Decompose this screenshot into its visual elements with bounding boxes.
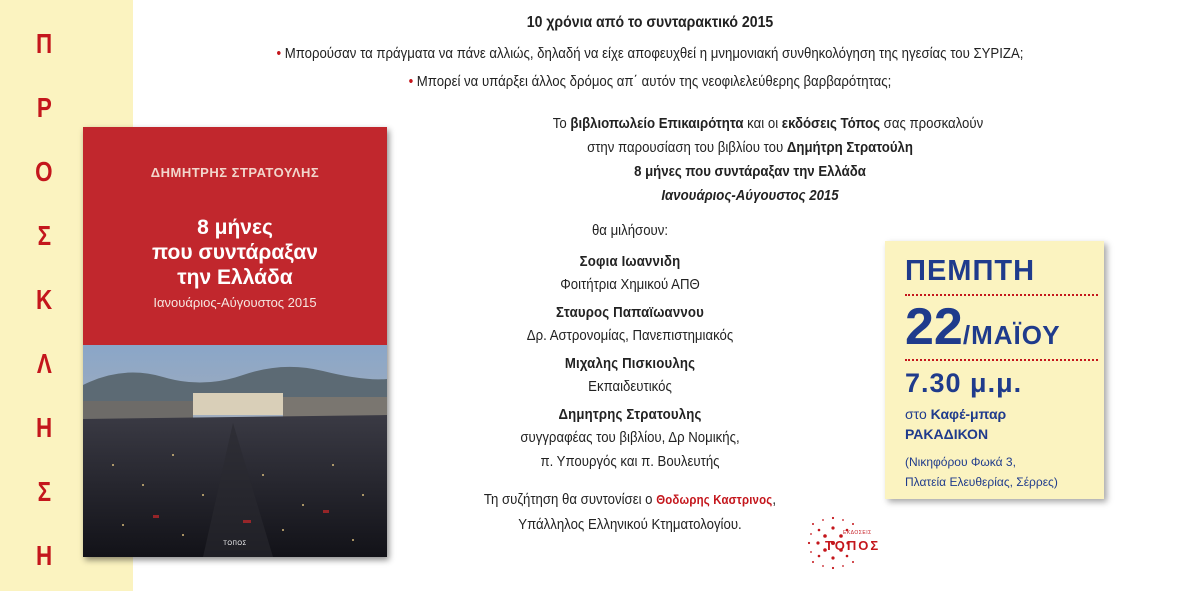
moderator-name: Θοδωρης Καστρινος bbox=[656, 492, 773, 507]
vertical-letter: Π bbox=[35, 28, 53, 59]
book-title-text: 8 μήνες που συντάραξαν την Ελλάδα bbox=[634, 163, 866, 180]
venue-prefix: στο bbox=[905, 406, 927, 422]
event-day: ΠΕΜΠΤΗ bbox=[905, 255, 1036, 287]
speakers-intro: θα μιλήσουν: bbox=[591, 222, 669, 239]
vertical-letter: Σ bbox=[37, 220, 51, 251]
book-title-line: την Ελλάδα bbox=[177, 266, 293, 289]
inv-to: Το bbox=[552, 115, 567, 132]
event-time: 7.30 μ.μ. bbox=[905, 368, 1023, 398]
vertical-letter: Ο bbox=[35, 156, 53, 187]
moderator-role: Υπάλληλος Ελληνικού Κτηματολογίου. bbox=[518, 516, 742, 533]
vertical-letter: Σ bbox=[37, 476, 51, 507]
bullet: • bbox=[408, 73, 414, 90]
question-1 bbox=[210, 45, 1090, 62]
vertical-title bbox=[0, 30, 88, 570]
publisher-name: εκδόσεις Τόπος bbox=[781, 115, 881, 132]
event-date-num: 22 bbox=[905, 298, 963, 356]
vertical-letter: Κ bbox=[35, 284, 53, 315]
bookstore-name: βιβλιοπωλείο Επικαιρότητα bbox=[570, 115, 744, 132]
venue-type: Καφέ-μπαρ bbox=[930, 406, 1007, 422]
publisher-logo-small: ΕΚΔΟΣΕΙΣ bbox=[843, 530, 872, 536]
header-title: 10 χρόνια από το συνταρακτικό 2015 bbox=[526, 14, 774, 31]
presentation-text: στην παρουσίαση του βιβλίου του bbox=[587, 139, 784, 156]
bullet: • bbox=[276, 45, 282, 62]
speaker-name: Σταυρος Παπαϊωαννου bbox=[555, 304, 704, 321]
event-address bbox=[905, 452, 1058, 492]
vertical-letter: Η bbox=[35, 540, 53, 571]
speaker-role: Φοιτήτρια Χημικού ΑΠΘ bbox=[560, 276, 700, 293]
dotted-divider bbox=[905, 294, 1098, 296]
moderator-text: Τη συζήτηση θα συντονίσει ο bbox=[483, 491, 653, 508]
book-subtitle: Ιανουάριος-Αύγουστος 2015 bbox=[153, 295, 317, 310]
speaker-role: Εκπαιδευτικός bbox=[588, 378, 672, 395]
dotted-divider bbox=[905, 359, 1098, 361]
speaker-name: Μιχαλης Πισκιουλης bbox=[564, 355, 696, 372]
speaker-name: Σοφια Ιωαννιδη bbox=[579, 253, 681, 270]
publisher-logo-word: ΤΟΠΟΣ bbox=[825, 538, 881, 553]
address-line: (Νικηφόρου Φωκά 3, bbox=[905, 455, 1016, 469]
speaker-role: Δρ. Αστρονομίας, Πανεπιστημιακός bbox=[526, 327, 734, 344]
moderator-line: Τη συζήτηση θα συντονίσει ο Θοδωρης Καστρινος, bbox=[483, 491, 777, 508]
question-1-text: Μπορούσαν τα πράγματα να πάνε αλλιώς, δηλαδή να είχε αποφευχθεί η μνημονιακή συνθηκολόγηση της ηγεσίας του ΣΥΡΙΖΑ; bbox=[284, 45, 1024, 62]
presentation-line bbox=[310, 139, 1181, 156]
vertical-letter: Λ bbox=[36, 348, 52, 379]
book-publisher-mark: ΤΟΠΟΣ bbox=[223, 541, 247, 547]
event-date-box bbox=[885, 241, 1104, 499]
speaker-role: συγγραφέας του βιβλίου, Δρ Νομικής, bbox=[520, 429, 740, 446]
speaker-role: π. Υπουργός και π. Βουλευτής bbox=[540, 453, 720, 470]
vertical-letter: Η bbox=[35, 412, 53, 443]
event-date bbox=[905, 298, 1061, 356]
speaker-name: Δημητρης Στρατουλης bbox=[558, 406, 702, 423]
book-subtitle-text: Ιανουάριος-Αύγουστος 2015 bbox=[661, 187, 839, 204]
invitation-line bbox=[328, 115, 1181, 132]
question-2 bbox=[210, 73, 1090, 90]
book-title-line: που συντάραξαν bbox=[152, 241, 318, 264]
venue-name: ΡΑΚΑΔΙΚΟΝ bbox=[905, 426, 989, 442]
vertical-letter: Ρ bbox=[36, 92, 52, 123]
inv-invite: σας προσκαλούν bbox=[883, 115, 984, 132]
book-title-line: 8 μήνες bbox=[197, 216, 273, 239]
author-name: Δημήτρη Στρατούλη bbox=[786, 139, 913, 156]
address-line: Πλατεία Ελευθερίας, Σέρρες) bbox=[905, 475, 1058, 489]
question-2-text: Μπορεί να υπάρξει άλλος δρόμος απ΄ αυτόν της νεοφιλελεύθερης βαρβαρότητας; bbox=[416, 73, 892, 90]
event-date-month: /ΜΑΪΟΥ bbox=[962, 320, 1061, 350]
book-author: ΔΗΜΗΤΡΗΣ ΣΤΡΑΤΟΥΛΗΣ bbox=[150, 165, 320, 180]
inv-and: και οι bbox=[747, 115, 779, 132]
event-venue bbox=[905, 404, 1006, 444]
